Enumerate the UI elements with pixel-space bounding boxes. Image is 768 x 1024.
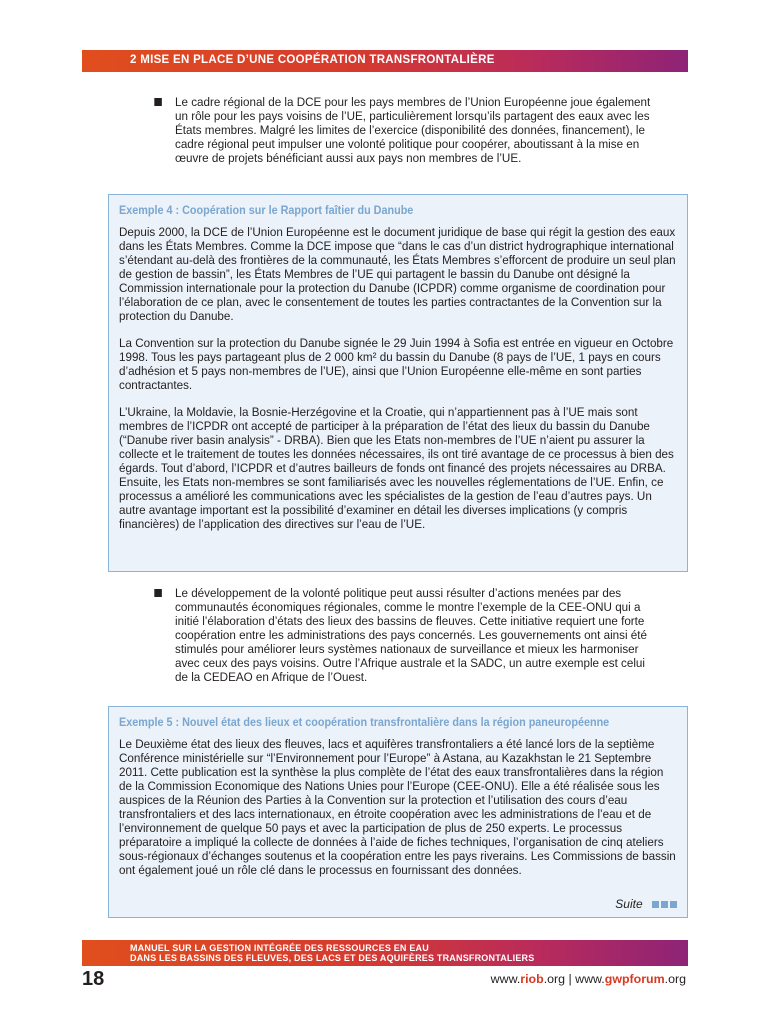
footer-band — [82, 940, 688, 966]
example-4-paragraph: Depuis 2000, la DCE de l’Union Européenne est le document juridique de base qui régit la gestion des eaux dans les États Membres. Comme la DCE impose que “dans le cas d’un district hydrographique international s’étendant au-delà des frontières de la communauté, les États Membres s’efforcent de produire un seul plan de gestion de bassin”, les États Membres de l’UE qui partagent le bassin du Danube ont désigné la Commission internationale pour la protection du Danube (ICPDR) comme organisme de coordination pour l’élaboration de ce plan, avec le consentement de toutes les parties contractantes de la Convention sur la protection du Danube. — [119, 225, 676, 323]
url-brand-riob[interactable]: riob — [520, 972, 544, 986]
example-4-paragraph: L’Ukraine, la Moldavie, la Bosnie-Herzégovine et la Croatie, qui n’appartiennent pas à l’UE mais sont membres de l’ICPDR ont accepté de participer à la préparation de l’état des lieux du bassin du Danube (“Danube river basin analysis” - DRBA). Bien que les Etats non-membres de l’UE n’aient pu assurer la collecte et le traitement de toutes les données nécessaires, ils ont tiré avantage de ce processus à bien des égards. Tout d’abord, l’ICPDR et d’autres bailleurs de fonds ont financé des projets nécessaires au DRBA. Ensuite, les Etats non-membres se sont familiarisés avec les nouvelles réglementations de l’UE. Enfin, ce processus a amélioré les communications avec les spécialistes de la gestion de l’eau d’autres pays. Un autre avantage important est la possibilité d’examiner en détail les diverses implications (y compris financières) de l’application des directives sur l’eau de l’UE. — [119, 405, 674, 531]
example-4-box — [108, 194, 688, 572]
bullet-text: Le cadre régional de la DCE pour les pays membres de l’Union Européenne joue également un rôle pour les pays voisins de l’UE, particulièrement lorsqu’ils partagent des eaux avec les États membres. Malgré les limites de l’exercice (disponibilité des données, financement), le cadre régional peut impulser une volonté politique pour coopérer, aboutissant à la mise en œuvre de projets bénéficiant aussi aux pays non membres de l’UE. — [175, 95, 651, 165]
url-brand-gwpforum[interactable]: gwpforum — [604, 972, 665, 986]
example-5-paragraph: Le Deuxième état des lieux des fleuves, lacs et aquifères transfrontaliers a été lancé lors de la septième Conférence ministérielle sur “l’Environnement pour l’Europe” à Astana, au Kazakhstan le 21 Septembre 2011. Cette publication est la synthèse la plus complète de l’état des eaux transfrontalières dans la région de la Commission Economique des Nations Unies pour l’Europe (CEE-ONU). Elle a été réalisée sous les auspices de la Réunion des Parties à la Convention sur la protection et l’utilisation des cours d’eau transfrontaliers et des lacs internationaux, en étroite coopération avec les administrations de l’eau et de l’environnement de quelque 50 pays et avec la participation de plus de 250 experts. Le processus préparatoire a impliqué la collecte de données à l’aide de fiches techniques, l’organisation de cinq ateliers sous-régionaux d’échanges soutenus et la coopération entre les pays riverains. Les Commissions de bassin ont également joué un rôle clé dans le processus en fournissant des données. — [119, 737, 676, 877]
bullet-paragraph — [175, 586, 654, 684]
continue-squares-icon — [650, 897, 677, 911]
example-5-title: Exemple 5 : Nouvel état des lieux et coopération transfrontalière dans la région paneuropéenne — [119, 717, 610, 729]
footer-urls[interactable] — [491, 972, 686, 986]
example-4-body — [119, 225, 678, 544]
section-header-band — [82, 50, 688, 72]
continue-link[interactable] — [615, 897, 677, 911]
bullet-text: Le développement de la volonté politique peut aussi résulter d’actions menées par des communautés économiques régionales, comme le montre l’exemple de la CEE-ONU qui a initié l’élaboration d’états des lieux des bassins de fleuves. Cette initiative requiert une forte coopération entre les administrations des pays concernés. Les gouvernements ont ainsi été stimulés pour améliorer leurs systèmes nationaux de surveillance et mieux les harmoniser avec ceux des pays voisins. Outre l’Afrique australe et la SADC, un autre exemple est celui de la CEDEAO en Afrique de l’Ouest. — [175, 586, 647, 684]
url-prefix-1: www. — [490, 972, 521, 986]
continue-label: Suite — [615, 897, 643, 911]
bullet-paragraph — [175, 95, 654, 165]
url-separator: .org | www. — [543, 972, 605, 986]
url-suffix: .org — [664, 972, 686, 986]
section-title: 2 MISE EN PLACE D’UNE COOPÉRATION TRANSFRONTALIÈRE — [130, 54, 495, 66]
page-number: 18 — [82, 968, 105, 990]
example-5-box — [108, 706, 688, 918]
example-4-paragraph: La Convention sur la protection du Danube signée le 29 Juin 1994 à Sofia est entrée en vigueur en Octobre 1998. Tous les pays partageant plus de 2 000 km² du bassin du Danube (8 pays de l’UE, 1 pays en cours d’adhésion et 5 pays non-membres de l’UE), ainsi que l’Union Européenne elle-même en sont parties contractantes. — [119, 336, 674, 392]
footer-title-line-2: DANS LES BASSINS DES FLEUVES, DES LACS ET DES AQUIFÈRES TRANSFRONTALIERS — [130, 953, 535, 963]
bullet-square-icon — [154, 98, 162, 106]
example-5-body — [119, 737, 678, 890]
bullet-square-icon — [154, 589, 162, 597]
footer-title-line-1: MANUEL SUR LA GESTION INTÉGRÉE DES RESSOURCES EN EAU — [130, 943, 429, 953]
example-4-title: Exemple 4 : Coopération sur le Rapport faîtier du Danube — [119, 205, 414, 217]
